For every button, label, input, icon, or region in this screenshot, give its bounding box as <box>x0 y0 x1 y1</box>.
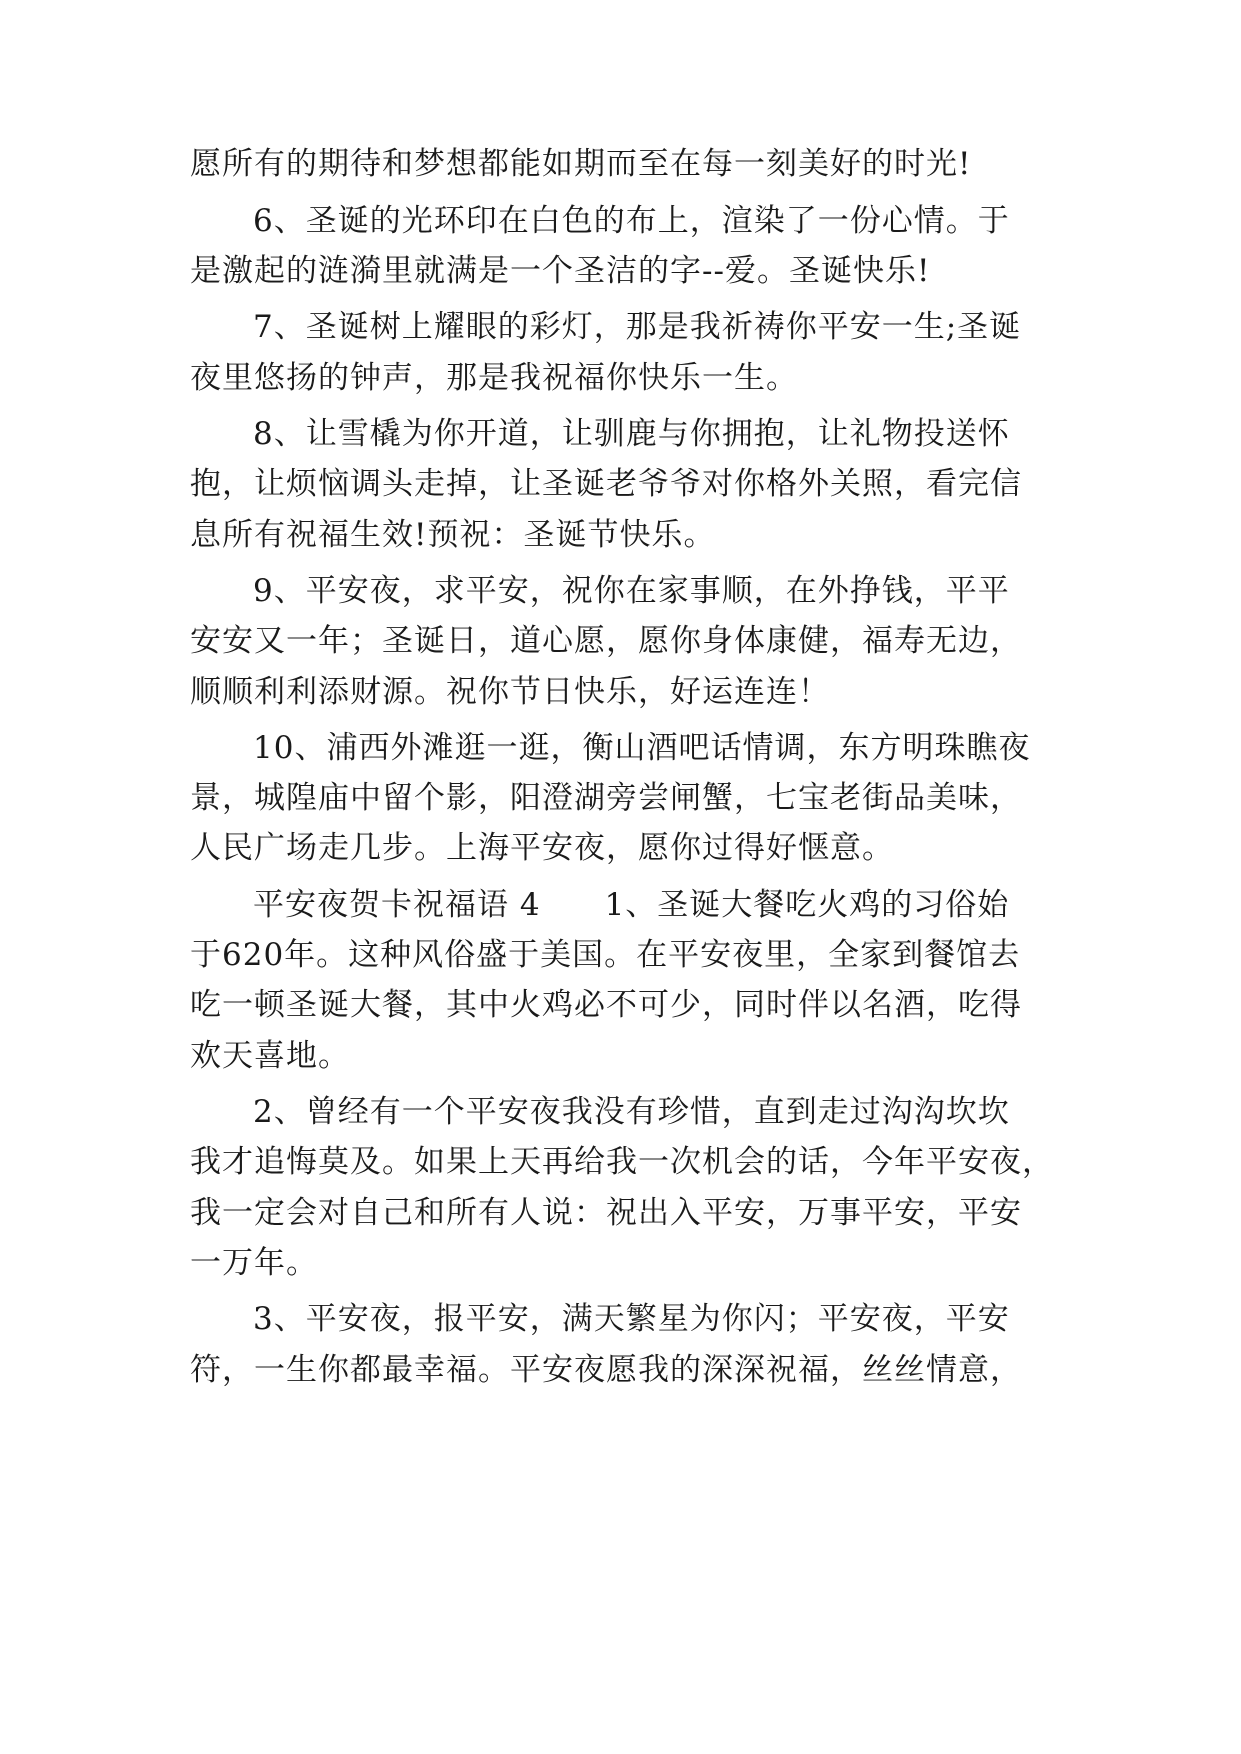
text-line: 我才追悔莫及。如果上天再给我一次机会的话，今年平安夜， <box>190 1144 1054 1180</box>
text-line: 3、平安夜，报平安，满天繁星为你闪；平安夜，平安 <box>253 1301 1010 1337</box>
text-line: 景，城隍庙中留个影，阳澄湖旁尝闸蟹，七宝老街品美味， <box>190 780 1022 816</box>
text-line: 2、曾经有一个平安夜我没有珍惜，直到走过沟沟坎坎 <box>253 1094 1010 1130</box>
text-line: 6、圣诞的光环印在白色的布上，渲染了一份心情。于 <box>253 203 1010 239</box>
text-line: 抱，让烦恼调头走掉，让圣诞老爷爷对你格外关照，看完信 <box>190 466 1022 502</box>
text-line: 于620年。这种风俗盛于美国。在平安夜里，全家到餐馆去 <box>190 937 1021 973</box>
text-line: 愿所有的期待和梦想都能如期而至在每一刻美好的时光! <box>190 146 972 182</box>
text-line: 7、圣诞树上耀眼的彩灯，那是我祈祷你平安一生;圣诞 <box>253 309 1022 345</box>
text-line: 9、平安夜，求平安，祝你在家事顺，在外挣钱，平平 <box>253 573 1010 609</box>
section-heading-line: 平安夜贺卡祝福语 4 1、圣诞大餐吃火鸡的习俗始 <box>253 887 1010 923</box>
text-line: 夜里悠扬的钟声，那是我祝福你快乐一生。 <box>190 360 798 396</box>
text-line: 吃一顿圣诞大餐，其中火鸡必不可少，同时伴以名酒，吃得 <box>190 987 1022 1023</box>
text-line: 人民广场走几步。上海平安夜，愿你过得好惬意。 <box>190 830 894 866</box>
text-line: 一万年。 <box>190 1245 318 1281</box>
text-line: 息所有祝福生效!预祝：圣诞节快乐。 <box>190 517 716 553</box>
text-line: 是激起的涟漪里就满是一个圣洁的字--爱。圣诞快乐! <box>190 253 931 289</box>
text-line: 欢天喜地。 <box>190 1038 350 1074</box>
text-line: 顺顺利利添财源。祝你节日快乐，好运连连！ <box>190 674 830 710</box>
text-line: 10、浦西外滩逛一逛，衡山酒吧话情调，东方明珠瞧夜 <box>253 730 1031 766</box>
text-line: 安安又一年；圣诞日，道心愿，愿你身体康健，福寿无边， <box>190 623 1022 659</box>
text-line: 8、让雪橇为你开道，让驯鹿与你拥抱，让礼物投送怀 <box>253 416 1010 452</box>
text-line: 符，一生你都最幸福。平安夜愿我的深深祝福，丝丝情意， <box>190 1352 1022 1388</box>
text-line: 我一定会对自己和所有人说：祝出入平安，万事平安，平安 <box>190 1195 1022 1231</box>
